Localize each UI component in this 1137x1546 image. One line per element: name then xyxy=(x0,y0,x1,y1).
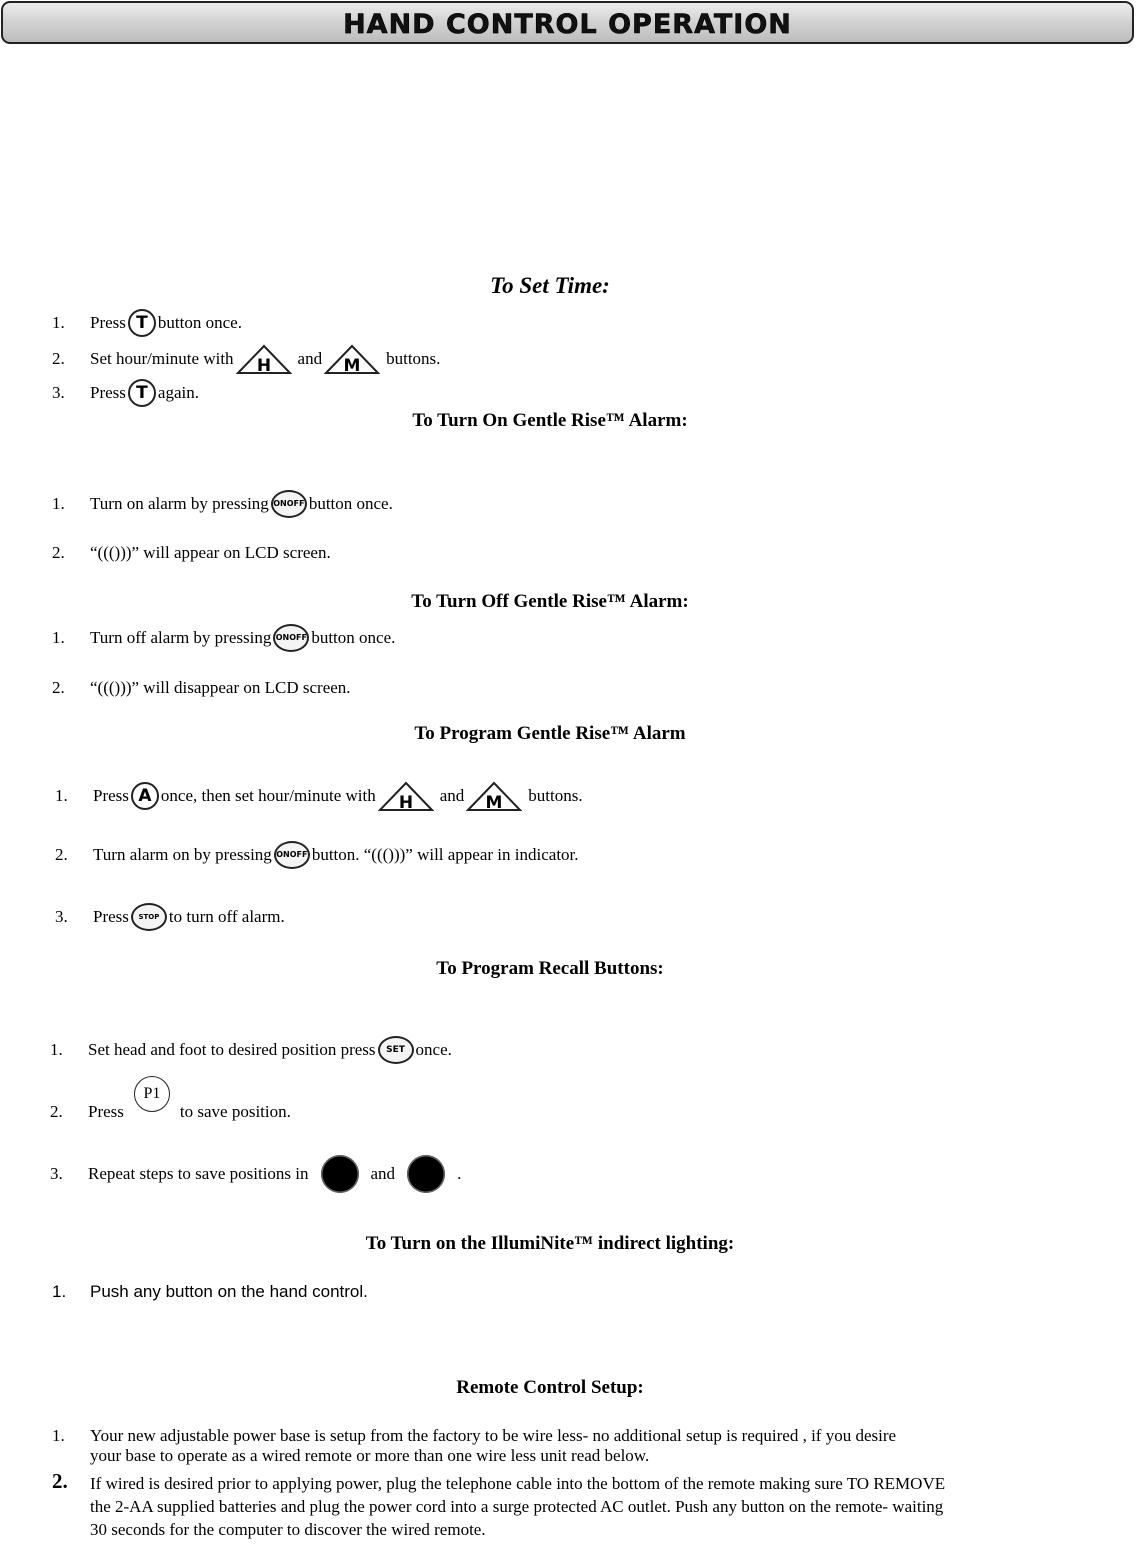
step-text: once, then set hour/minute with xyxy=(160,786,376,805)
off-label: OFF xyxy=(286,499,305,508)
on-off-button-icon xyxy=(271,490,307,518)
step-text: “((()))” will appear on LCD screen. xyxy=(90,543,331,562)
hour-button-icon xyxy=(378,780,434,812)
hour-button-label: H xyxy=(256,356,271,375)
step-text: “((()))” will disappear on LCD screen. xyxy=(90,678,351,697)
recall-heading: To Program Recall Buttons: xyxy=(436,958,664,979)
step-number: 1. xyxy=(52,1282,67,1301)
off-label: OFF xyxy=(289,633,307,642)
step-text: button. “((()))” will appear in indicator. xyxy=(311,845,579,864)
page-title: HAND CONTROL OPERATION xyxy=(343,9,792,40)
on-off-button-icon xyxy=(273,624,309,652)
step-number: 2. xyxy=(52,1469,68,1493)
step-number: 1. xyxy=(52,1426,65,1445)
recall-step-1 xyxy=(50,1036,452,1064)
minute-button-icon xyxy=(324,343,380,375)
step-number: 2. xyxy=(55,845,68,864)
step-number: 2. xyxy=(50,1102,63,1121)
minute-button-icon xyxy=(466,780,522,812)
on-label: ON xyxy=(273,499,287,508)
illuminite-heading: To Turn on the IllumiNite™ indirect lighting: xyxy=(365,1233,735,1254)
t-button-icon: T xyxy=(128,309,156,337)
step-text: button once. xyxy=(157,313,242,332)
step-text: Turn alarm on by pressing xyxy=(93,845,272,864)
step-text: Repeat steps to save positions in xyxy=(88,1164,309,1183)
step-number: 1. xyxy=(50,1040,63,1059)
step-text-line: 30 seconds for the computer to discover the wired remote. xyxy=(90,1520,486,1539)
step-text: Press xyxy=(90,313,126,332)
step-text-line: the 2-AA supplied batteries and plug the power cord into a surge protected AC outlet. Push any button on the remote- waiting xyxy=(90,1497,944,1516)
title-banner xyxy=(1,1,1134,44)
on-off-button-icon xyxy=(274,841,310,869)
minute-button-label: M xyxy=(343,356,361,375)
remote-step-2 xyxy=(52,1469,946,1541)
p3-button-icon xyxy=(407,1155,445,1193)
step-text-line: If wired is desired prior to applying power, plug the telephone cable into the bottom of the remote making sure TO REMOVE xyxy=(90,1474,946,1493)
stop-button-icon: STOP xyxy=(131,903,167,931)
t-button-icon: T xyxy=(128,379,156,407)
remote-heading: Remote Control Setup: xyxy=(456,1377,644,1398)
alarm-on-step-1 xyxy=(52,490,393,518)
step-text-line: your base to operate as a wired remote or more than one wire less unit read below. xyxy=(90,1446,650,1465)
set-time-heading: To Set Time: xyxy=(490,273,610,298)
set-time-step-3 xyxy=(52,379,199,407)
program-alarm-heading: To Program Gentle Rise™ Alarm xyxy=(414,723,686,744)
step-number: 1. xyxy=(52,628,65,647)
step-number: 2. xyxy=(52,678,65,697)
off-label: OFF xyxy=(289,850,308,859)
alarm-on-step-2 xyxy=(52,543,331,563)
program-alarm-step-3 xyxy=(55,903,285,931)
program-alarm-step-2 xyxy=(55,841,579,869)
alarm-off-step-1 xyxy=(52,624,395,652)
set-time-step-2 xyxy=(52,343,440,375)
step-text: Set hour/minute with xyxy=(90,349,234,368)
step-text: Press xyxy=(93,907,129,926)
step-text: and xyxy=(297,349,323,368)
program-alarm-step-1 xyxy=(55,780,583,812)
step-text: buttons. xyxy=(386,349,441,368)
on-label: ON xyxy=(276,850,290,859)
step-number: 1. xyxy=(55,786,68,805)
p2-button-icon xyxy=(321,1155,359,1193)
step-text: to save position. xyxy=(179,1102,291,1121)
step-text: button once. xyxy=(308,494,393,513)
hour-button-label: H xyxy=(398,793,413,812)
step-text: buttons. xyxy=(528,786,583,805)
step-text: Set head and foot to desired position press xyxy=(88,1040,376,1059)
step-number: 2. xyxy=(52,349,65,368)
alarm-off-heading: To Turn Off Gentle Rise™ Alarm: xyxy=(411,591,689,612)
step-number: 1. xyxy=(52,494,65,513)
step-text: Turn off alarm by pressing xyxy=(90,628,272,647)
recall-step-3 xyxy=(50,1155,461,1193)
step-text: and xyxy=(439,786,465,805)
step-text: Press xyxy=(93,786,129,805)
set-button-icon: SET xyxy=(378,1036,414,1064)
step-text: to turn off alarm. xyxy=(168,907,285,926)
step-number: 1. xyxy=(52,313,65,332)
step-text: Press xyxy=(88,1102,124,1121)
recall-step-2 xyxy=(50,1085,291,1126)
step-text: and xyxy=(370,1164,396,1183)
step-text-line: Your new adjustable power base is setup from the factory to be wire less- no additional setup is required , if you desire xyxy=(90,1426,897,1445)
step-text: . xyxy=(457,1164,462,1183)
alarm-off-step-2 xyxy=(52,678,351,698)
on-label: ON xyxy=(275,633,290,642)
remote-step-1 xyxy=(52,1424,896,1467)
step-text: Push any button on the hand control. xyxy=(90,1282,368,1301)
alarm-on-heading: To Turn On Gentle Rise™ Alarm: xyxy=(412,410,688,431)
step-number: 3. xyxy=(55,907,68,926)
step-number: 2. xyxy=(52,543,65,562)
step-number: 3. xyxy=(52,383,65,402)
minute-button-label: M xyxy=(485,793,503,812)
p1-button-icon: P1 xyxy=(134,1076,170,1112)
set-time-step-1 xyxy=(52,309,242,337)
a-button-icon: A xyxy=(131,782,159,810)
step-number: 3. xyxy=(50,1164,63,1183)
step-text: button once. xyxy=(311,628,396,647)
step-text: once. xyxy=(415,1040,452,1059)
hour-button-icon xyxy=(236,343,292,375)
step-text: Press xyxy=(90,383,126,402)
step-text: again. xyxy=(157,383,199,402)
illuminite-step-1 xyxy=(52,1282,368,1302)
step-text: Turn on alarm by pressing xyxy=(90,494,269,513)
